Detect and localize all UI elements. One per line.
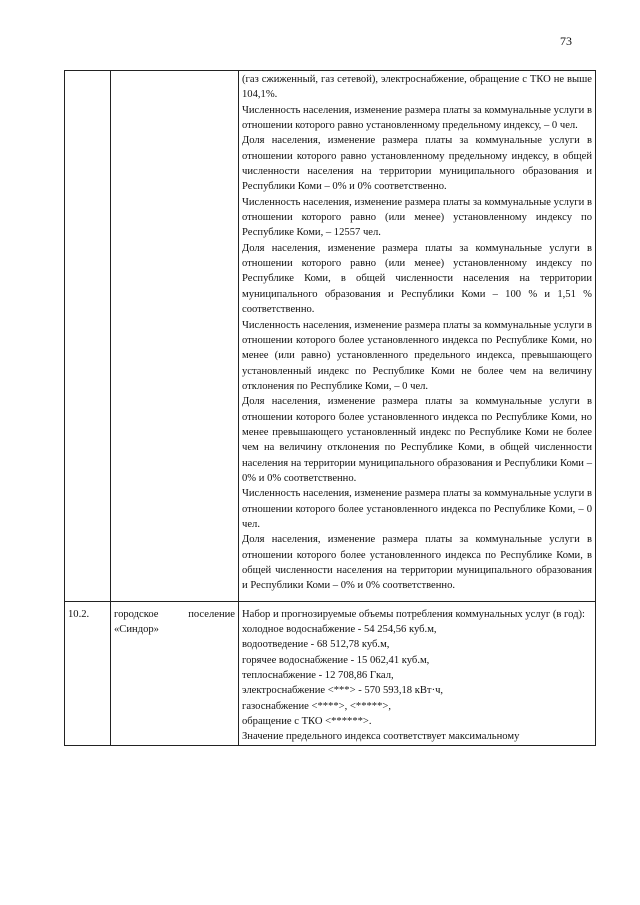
consumption-item: газоснабжение <****>, <*****>, [242, 700, 392, 712]
consumption-item: горячее водоснабжение - 15 062,41 куб.м, [242, 654, 430, 666]
paragraph: Доля населения, изменение размера платы за коммунальные услуги в отношении которого равно (или менее) установленному индексу по Республике Коми, в общей численности населения на территории муниципального образования и Республики Коми – 100 % и 1,51 % соответственно. [242, 242, 592, 316]
consumption-item: электроснабжение <***> - 570 593,18 кВт·ч, [242, 685, 444, 697]
consumption-cell [239, 601, 596, 745]
paragraph: Численность населения, изменение размера платы за коммунальные услуги в отношении которого более установленного индекса по Республике Коми, – 0 чел. [242, 488, 592, 530]
consumption-item: холодное водоснабжение - 54 254,56 куб.м, [242, 624, 437, 636]
paragraph: Доля населения, изменение размера платы за коммунальные услуги в отношении которого более установленного индекса по Республике Коми, в общей численности населения на территории муниципального образования и Республики Коми – 0% и 0% соответственно. [242, 534, 592, 592]
table-row-continued [65, 71, 596, 602]
closing-text: Значение предельного индекса соответствует максимальному [242, 731, 520, 743]
document-table [64, 70, 596, 746]
paragraph: Численность населения, изменение размера платы за коммунальные услуги в отношении которого равно установленному предельному индексу, – 0 чел. [242, 104, 592, 132]
consumption-item: водоотведение - 68 512,78 куб.м, [242, 639, 390, 651]
table-row-sindor [65, 601, 596, 745]
paragraph: Численность населения, изменение размера платы за коммунальные услуги в отношении которого равно (или менее) установленному индексу по Республике Коми, – 12557 чел. [242, 196, 592, 239]
municipality-cell: городское поселение «Синдор» [111, 601, 239, 745]
consumption-item: обращение с ТКО <******>. [242, 716, 372, 728]
paragraph: Доля населения, изменение размера платы за коммунальные услуги в отношении которого равно установленному предельному индексу, в общей численности населения на территории муниципального образования и Республики Коми – 0% и 0% соответственно. [242, 135, 592, 193]
page-number: 73 [560, 34, 572, 48]
consumption-item: теплоснабжение - 12 708,86 Гкал, [242, 670, 394, 682]
paragraph: Доля населения, изменение размера платы за коммунальные услуги в отношении которого более установленного индекса по Республике Коми, но менее превышающего установленный индекс по Республике Коми не более чем на величину отклонения по Республике Коми, в общей численности населения на территории муниципального образования и Республики Коми – 0% и 0% соответственно. [242, 396, 592, 484]
municipality-cell-empty [111, 71, 239, 602]
paragraph: (газ сжиженный, газ сетевой), электроснабжение, обращение с ТКО не выше 104,1%. [242, 74, 592, 101]
consumption-intro: Набор и прогнозируемые объемы потребления коммунальных услуг (в год): [242, 608, 585, 620]
row-number-cell: 10.2. [65, 601, 111, 745]
row-number-cell-empty [65, 71, 111, 602]
paragraph: Численность населения, изменение размера платы за коммунальные услуги в отношении которого более установленного индекса по Республике Коми, но менее (или равно) установленного предельного индекса, превышающего установленный индекс по Республике Коми не более чем на величину отклонения по Республике Коми, – 0 чел. [242, 319, 592, 392]
description-cell [239, 71, 596, 602]
